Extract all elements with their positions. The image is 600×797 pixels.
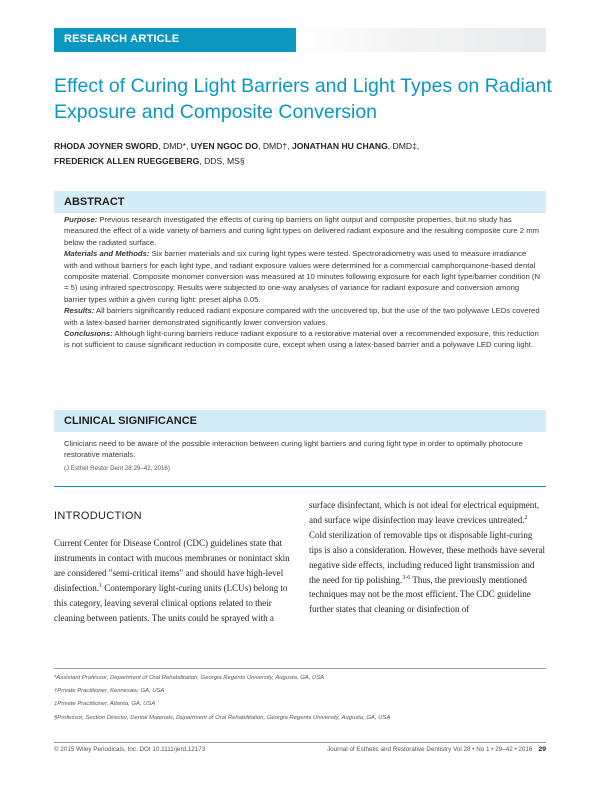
author-name: UYEN NGOC DO [190, 141, 259, 151]
author-name: JONATHAN HU CHANG [291, 141, 388, 151]
author-name: FREDERICK ALLEN RUEGGEBERG [54, 156, 200, 166]
clinical-text: Clinicians need to be aware of the possible interaction between curing light barriers and curing light type in order to optimally photocure restorative materials. [64, 439, 523, 460]
journal-info: Journal of Esthetic and Restorative Dentistry Vol 28 • No 1 • 29–42 • 2016 [327, 746, 533, 753]
intro-paragraph-left [54, 536, 291, 625]
banner-fade [296, 28, 546, 52]
abstract-body [64, 214, 542, 351]
introduction-heading: INTRODUCTION [54, 510, 142, 522]
footer-divider [54, 742, 546, 743]
methods-label: Materials and Methods: [64, 249, 150, 259]
clinical-heading: CLINICAL SIGNIFICANCE [64, 415, 198, 427]
purpose-label: Purpose: [64, 215, 98, 224]
journal-footer [327, 746, 546, 753]
body-column-left [54, 536, 291, 625]
article-title: Effect of Curing Light Barriers and Light Types on Radiant Exposure and Composite Conversion [54, 75, 552, 123]
footnote: §Professor, Section Director, Dental Materials, Department of Oral Rehabilitation, Georgia Regents University, Augusta, GA, USA [54, 714, 391, 721]
author-line-2 [54, 154, 554, 169]
clinical-body [64, 438, 542, 461]
reference-marker[interactable]: 2 [524, 514, 528, 521]
footnote: ‡Private Practitioner, Atlanta, GA, USA [54, 701, 156, 708]
intro-text: Cold sterilization of removable tips or disposable light-curing tips is also a consideration. However, these methods have several negative side effects, including reduced light transmission and the need for tip polishing. [309, 529, 546, 585]
author-degree: , DMD*, [158, 141, 189, 151]
abstract-heading-bar [54, 191, 546, 213]
author-degree: , DMD‡, [387, 141, 420, 151]
author-line-1 [54, 139, 554, 154]
results-text: All barriers significantly reduced radiant exposure compared with the uncovered tip, but the use of the two polywave LEDs covered with a latex-based barrier demonstrated significantly lower conversion values. [64, 306, 540, 327]
intro-text: Thus, the previously mentioned techniques may not be the most efficient. The CDC guideline further states that cleaning or disinfection of [309, 574, 531, 615]
author-degree: , DDS, MS§ [199, 156, 245, 166]
results-label: Results: [64, 306, 95, 316]
footnote-divider [54, 668, 546, 669]
abstract-purpose [64, 214, 542, 248]
author-degree: , DMD†, [258, 141, 290, 151]
abstract-methods [64, 248, 542, 305]
abstract-conclusions [64, 328, 542, 351]
affiliation-footnotes [54, 672, 546, 725]
intro-text: surface disinfectant, which is not ideal for electrical equipment, and surface wipe disinfection may leave crevices untreated. [309, 500, 540, 525]
intro-paragraph-right [309, 498, 546, 617]
reference-marker[interactable]: 3-6 [402, 574, 411, 581]
section-divider [54, 486, 546, 487]
page-number: 29 [538, 746, 546, 753]
clinical-heading-bar [54, 410, 546, 432]
abstract-heading: ABSTRACT [64, 196, 125, 208]
footnote: *Assistant Professor, Department of Oral Rehabilitation, Georgia Regents University, Augusta, GA, USA [54, 675, 325, 681]
intro-text: Contemporary light-curing units (LCUs) belong to this category, leaving several clinical options related to their cleaning between patients. The units could be sprayed with a [54, 582, 288, 623]
author-list [54, 139, 554, 169]
author-name: RHODA JOYNER SWORD [54, 141, 159, 151]
intro-text: Current Center for Disease Control (CDC) guidelines state that instruments in contact with mucous membranes or nonintact skin are considered "semi-critical items" and should have high-level disinfection. [54, 538, 290, 593]
copyright-doi: © 2015 Wiley Periodicals, Inc. DOI 10.1111/jerd.12173 [54, 746, 206, 753]
methods-text: Six barrier materials and six curing light types were tested. Spectroradiometry was used to measure irradiance with and without barriers for each light type, and radiant exposure values were determined for a commercial camphorquinone-based dental composite material. Composite monomer conversion was measured at 10 minutes following exposure for each light type/barrier condition (N = 5) using infrared spectroscopy. Results were subjected to one-way analyses of variance for radiant exposure and conversion among barrier types within a given curing light: preset alpha 0.05. [64, 249, 540, 304]
purpose-text: Previous research investigated the effects of curing tip barriers on light output and composite properties, but no study has measured the effect of a wide variety of barriers and curing light types on delivered radiant exposure and the resulting composite cure 2 mm below the radiated surface. [64, 215, 540, 247]
conclusions-label: Conclusions: [64, 329, 113, 339]
footnote: †Private Practitioner, Kennesaw, GA, USA [54, 688, 165, 695]
conclusions-text: Although light-curing barriers reduce radiant exposure to a restorative material over a recommended exposure, this reduction is not sufficient to cause significant reduction in composite cure, except when using a latex-based barrier and a polywave LED curing light. [64, 329, 539, 350]
body-column-right [309, 498, 546, 617]
abstract-results [64, 305, 542, 328]
journal-citation: (J Esthet Restor Dent 28:29–42, 2016) [64, 465, 170, 472]
section-label: RESEARCH ARTICLE [64, 33, 180, 45]
reference-marker[interactable]: 1 [98, 582, 102, 589]
